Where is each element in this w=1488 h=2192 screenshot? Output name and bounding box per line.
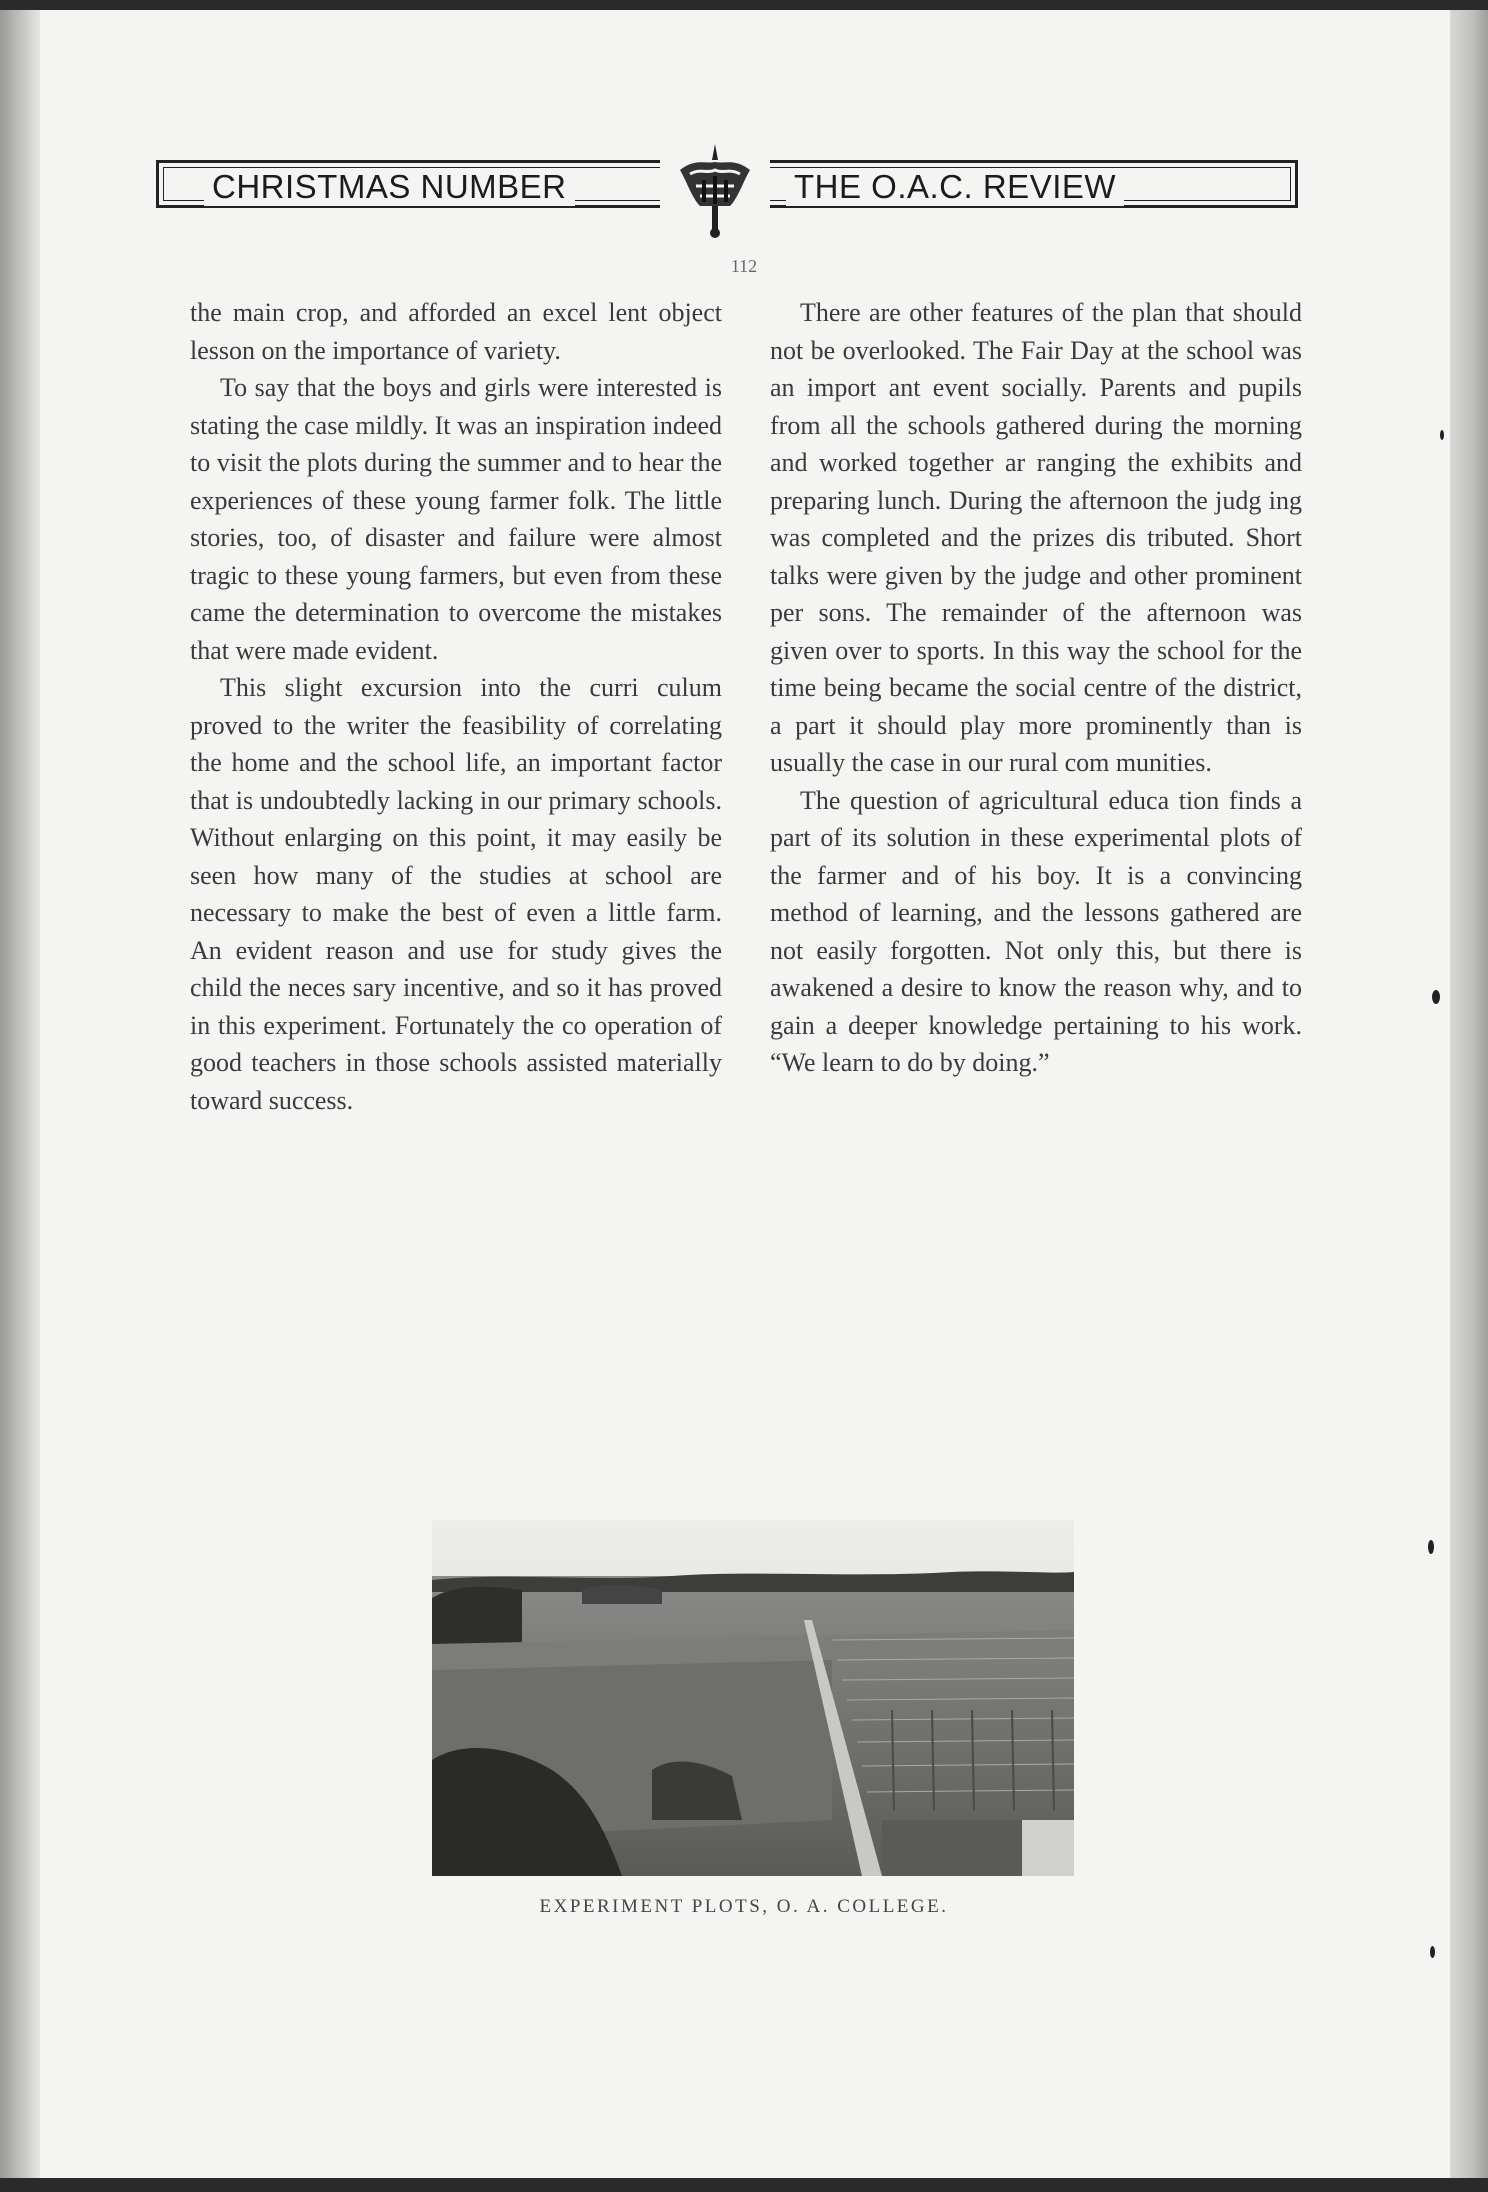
experiment-plots-photo [432, 1520, 1074, 1876]
scan-speck [1432, 990, 1440, 1004]
scan-speck [1440, 430, 1444, 440]
oac-emblem-icon [660, 140, 770, 240]
paragraph: This slight excursion into the curri culum proved to the writer the feasibility of correlating the home and the school life, an important factor that is undoubtedly lacking in our primary schools. Without enlarging on this point, it may easily be seen how many of the studies at school are necessary to make the best of even a little farm. An evident reason and use for study gives the child the neces sary incentive, and so it has proved in this experiment. Fortunately the co operation of good teachers in those schools assisted materially toward success. [190, 673, 722, 1115]
paragraph: the main crop, and afforded an excel lent object lesson on the importance of variety. [190, 298, 722, 365]
right-text-column [770, 294, 1302, 1082]
scan-right-edge [1450, 10, 1488, 2178]
scan-speck [1428, 1540, 1434, 1554]
left-text-column [190, 294, 722, 1119]
paragraph: The question of agricultural educa tion finds a part of its solution in these experimental plots of the farmer and of his boy. It is a convincing method of learning, and the lessons gathered are not easily forgotten. Not only this, but there is awakened a desire to know the reason why, and to gain a deeper knowledge pertaining to his work. “We learn to do by doing.” [770, 785, 1302, 1077]
header-left-title: CHRISTMAS NUMBER [204, 168, 575, 206]
scan-left-edge [0, 10, 40, 2178]
scan-speck [1430, 1946, 1435, 1958]
photo-caption: EXPERIMENT PLOTS, O. A. COLLEGE. [539, 1896, 949, 1917]
page-number: 112 [730, 256, 758, 276]
header-right-title: THE O.A.C. REVIEW [786, 168, 1124, 206]
running-header [156, 152, 1298, 218]
paragraph: There are other features of the plan that should not be overlooked. The Fair Day at the school was an import ant event socially. Parents and pupils from all the schools gathered during the morning and worked together ar ranging the exhibits and preparing lunch. During the afternoon the judg ing was completed and the prizes dis tributed. Short talks were given by the judge and other prominent per sons. The remainder of the afternoon was given over to sports. In this way the school for the time being became the social centre of the district, a part it should play more prominently than is usually the case in our rural com munities. [770, 298, 1302, 777]
paragraph: To say that the boys and girls were interested is stating the case mildly. It was an inspiration indeed to visit the plots during the summer and to hear the experiences of these young farmer folk. The little stories, too, of disaster and failure were almost tragic to these young farmers, but even from these came the determination to overcome the mistakes that were made evident. [190, 373, 722, 665]
